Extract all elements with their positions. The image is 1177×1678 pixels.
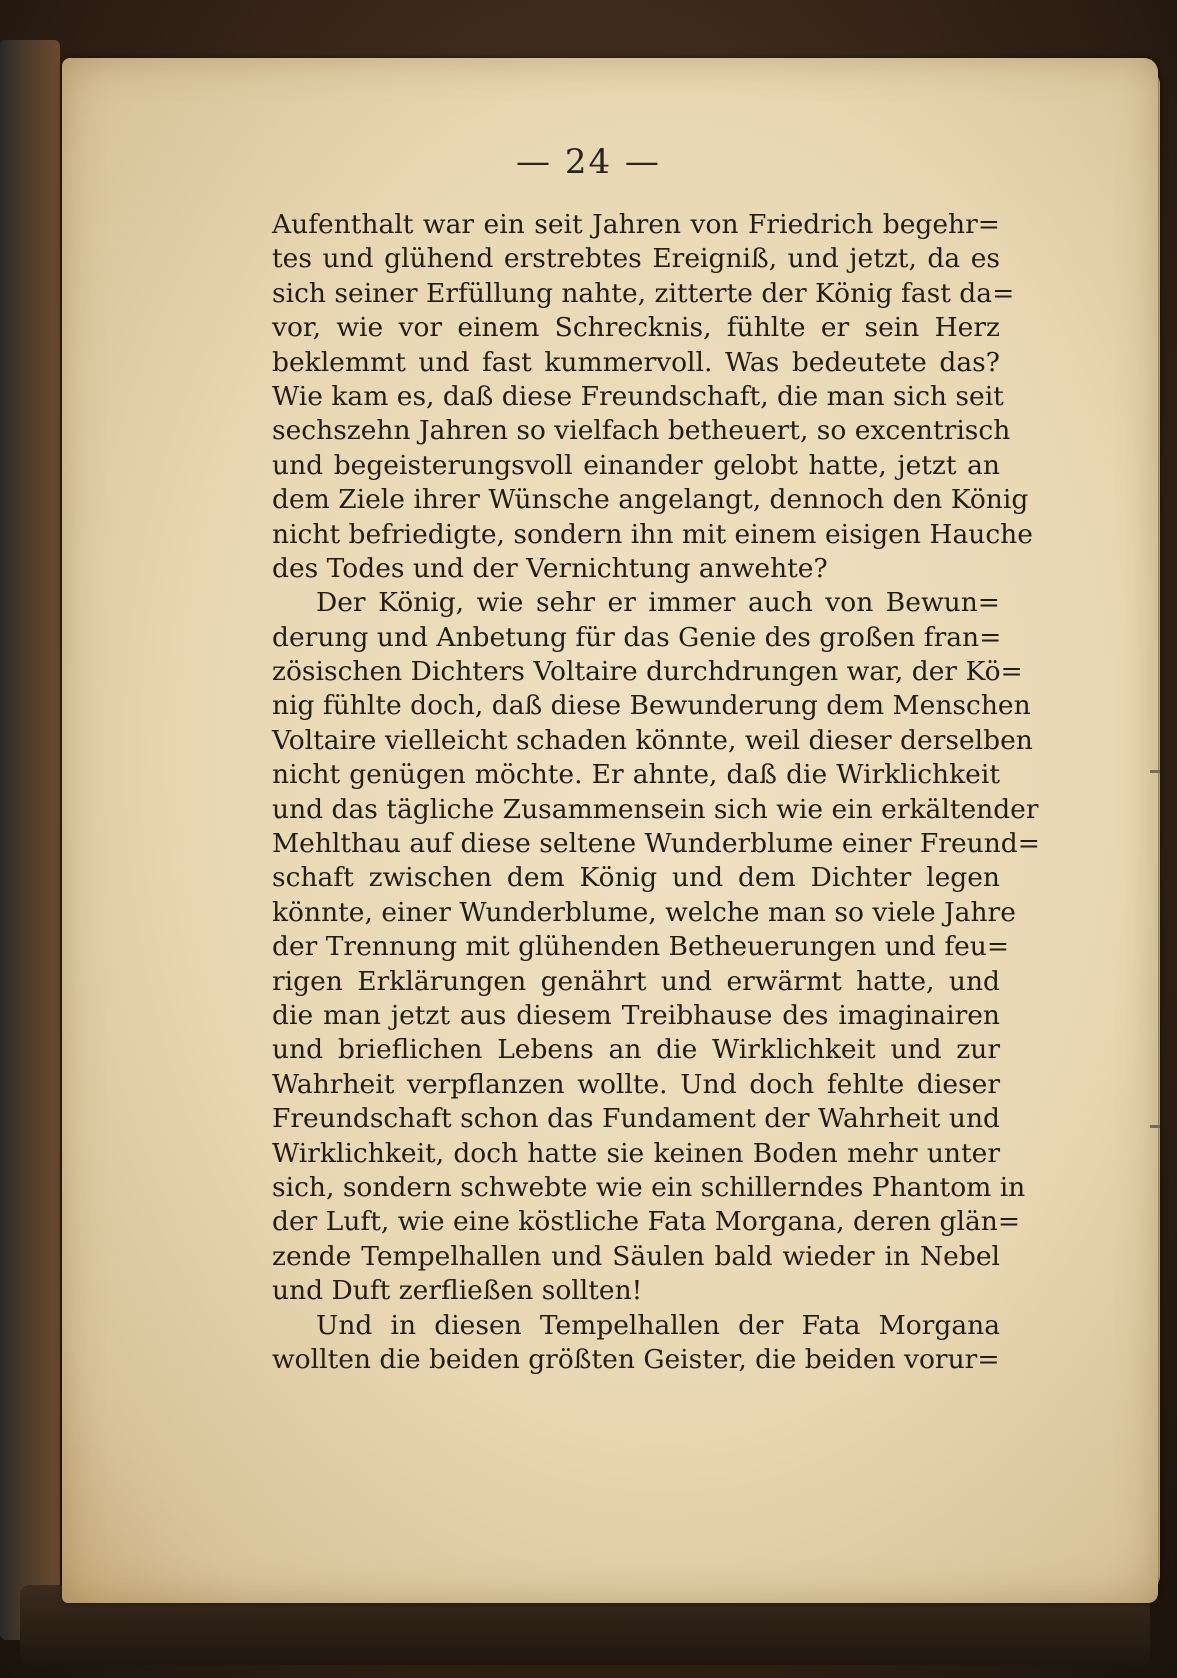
text-line: tes und glühend erstrebtes Ereigniß, und jetzt, da es (272, 243, 1000, 275)
text-line: dem Ziele ihrer Wünsche angelangt, dennoch den König (272, 484, 1029, 516)
text-line: Aufenthalt war ein seit Jahren von Friedrich begehr= (272, 209, 1000, 240)
text-line: vor, wie vor einem Schrecknis, fühlte er sein Herz (272, 312, 1000, 344)
text-line: Der König, wie sehr er immer auch von Bewun= (316, 587, 1000, 619)
book-cover-edge (0, 40, 60, 1640)
text-line: die man jetzt aus diesem Treibhause des imaginairen (272, 999, 1000, 1031)
text-line: sich seiner Erfüllung nahte, zitterte der König fast da= (272, 277, 1015, 309)
text-line: nicht befriedigte, sondern ihn mit einem eisigen Hauche (272, 518, 1033, 550)
text-line: sechszehn Jahren so vielfach betheuert, so excentrisch (272, 415, 1011, 447)
text-line: der Trennung mit glühenden Betheuerungen und feu= (272, 931, 1010, 963)
text-line: schaft zwischen dem König und dem Dichter legen (272, 862, 1000, 894)
text-line: des Todes und der Vernichtung anwehte? (272, 552, 828, 584)
text-line: Wirklichkeit, doch hatte sie keinen Boden mehr unter (272, 1137, 1000, 1169)
text-line: nicht genügen möchte. Er ahnte, daß die Wirklichkeit (272, 759, 1000, 791)
text-line: Voltaire vielleicht schaden könnte, weil dieser derselben (272, 724, 1033, 756)
text-line: zende Tempelhallen und Säulen bald wieder in Nebel (272, 1240, 1000, 1272)
page-edge-mark (1150, 1125, 1160, 1128)
text-line: Wie kam es, daß diese Freundschaft, die man sich seit (272, 380, 1004, 412)
text-line: beklemmt und fast kummervoll. Was bedeutete das? (272, 346, 1000, 378)
text-line: und begeisterungsvoll einander gelobt hatte, jetzt an (272, 449, 1000, 481)
text-line: der Luft, wie eine köstliche Fata Morgana, deren glän= (272, 1206, 1021, 1238)
text-line: rigen Erklärungen genährt und erwärmt hatte, und (272, 965, 1000, 997)
text-line: Freundschaft schon das Fundament der Wahrheit und (272, 1103, 1000, 1135)
text-line: könnte, einer Wunderblume, welche man so viele Jahre (272, 896, 1016, 928)
text-line: wollten die beiden größten Geister, die beiden vorur= (272, 1343, 1000, 1375)
text-line: Mehlthau auf diese seltene Wunderblume einer Freund= (272, 828, 1040, 860)
page-number: — 24 — (516, 142, 661, 182)
page-edge-mark (1150, 770, 1160, 773)
text-line: Wahrheit verpflanzen wollte. Und doch fehlte dieser (272, 1068, 1000, 1100)
text-line: und Duft zerfließen sollten! (272, 1275, 643, 1307)
body-text (272, 208, 1040, 1377)
text-line: sich, sondern schwebte wie ein schillerndes Phantom in (272, 1171, 1026, 1203)
text-line: derung und Anbetung für das Genie des großen fran= (272, 621, 1002, 653)
text-line: und das tägliche Zusammensein sich wie ein erkältender (272, 793, 1039, 825)
text-line: Und in diesen Tempelhallen der Fata Morgana (316, 1309, 1000, 1341)
text-line: und brieflichen Lebens an die Wirklichkeit und zur (272, 1034, 1000, 1066)
text-line: zösischen Dichters Voltaire durchdrungen war, der Kö= (272, 656, 1023, 688)
text-line: nig fühlte doch, daß diese Bewunderung dem Menschen (272, 690, 1031, 722)
